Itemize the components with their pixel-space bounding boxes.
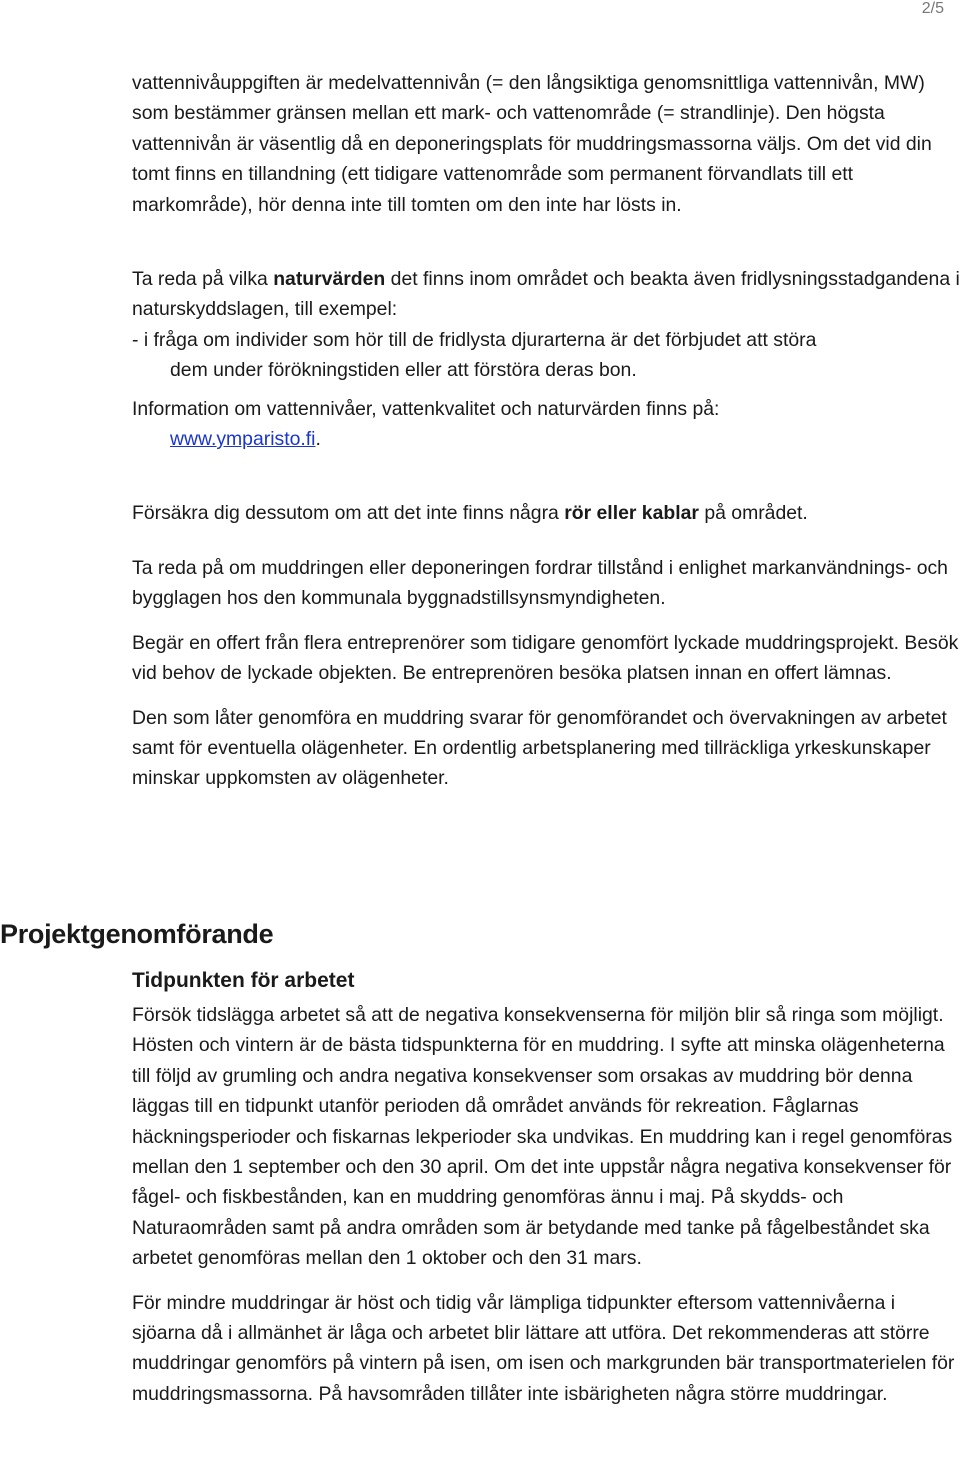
section-heading: Projektgenomförande: [0, 919, 274, 949]
dash-item: - i fråga om individer som hör till de fridlysta djurarterna är det förbjudet att störa: [132, 328, 817, 351]
paragraph-timing: Försök tidslägga arbetet så att de negativa konsekvenserna för miljön blir så ringa som möjligt. Hösten och vintern är de bästa tidspunkterna för en muddring. I syfte att minska olägenheterna till följd av grumling och andra negativa konsekvenser som orsakas av muddring bör denna läggas till en tidpunkt utanför perioden då området används för rekreation. Fåglarnas häckningsperioder och fiskarnas lekperioder ska undvikas. En muddring kan i regel genomföras mellan den 1 september och den 30 april. Om det inte uppstår några negativa konsekvenser för fågel- och fiskbestånden, kan en muddring genomföras ännu i maj. På skydds- och Naturaområden samt på andra områden som är betydande med tanke på fågelbeståndet ska arbetet genomföras mellan den 1 oktober och den 31 mars.: [132, 1004, 953, 1270]
subsection-heading: Tidpunkten för arbetet: [132, 969, 355, 992]
paragraph-small-dredging: För mindre muddringar är höst och tidig vår lämpliga tidpunkter eftersom vattennivåerna i sjöarna då i allmänhet är låga och arbetet blir lättare att utföra. Det rekommenderas att större muddringar genomförs på vintern på isen, om isen och markgrunden bär transportmaterielen för muddringsmassorna. På havsområden tillåter inte isbärigheten några större muddringar.: [132, 1291, 955, 1405]
link-punctuation: .: [315, 428, 321, 451]
link-line: [132, 424, 960, 454]
paragraph-nature-values: [132, 264, 960, 325]
text-segment: på området.: [698, 502, 808, 525]
section-content: [132, 964, 960, 1409]
paragraph-information: Information om vattennivåer, vattenkvalitet och naturvärden finns på:: [132, 397, 720, 420]
bold-ror-kablar: rör eller kablar: [564, 502, 699, 525]
paragraph-offer: Begär en offert från flera entreprenörer som tidigare genomfört lyckade muddringsprojekt. Besök vid behov de lyckade objekten. Be entreprenören besöka platsen innan en offert lämnas.: [132, 631, 959, 685]
paragraph-pipes-cables: [132, 498, 960, 528]
page-number: 2/5: [921, 0, 944, 17]
text-segment: det finns inom området och beakta även fridlysningsstadgandena i naturskyddslagen, till exempel:: [132, 268, 960, 321]
intro-content: [132, 68, 960, 794]
paragraph-permit: Ta reda på om muddringen eller deponeringen fordrar tillstånd i enlighet markanvändnings- och bygglagen hos den kommunala byggnadstillsynsmyndigheten.: [132, 556, 948, 610]
text-segment: Försäkra dig dessutom om att det inte finns några: [132, 502, 565, 525]
dash-item-continuation: dem under förökningstiden eller att förstöra deras bon.: [170, 359, 637, 382]
ymparisto-link[interactable]: www.ymparisto.fi: [170, 428, 316, 451]
paragraph-responsibility: Den som låter genomföra en muddring svarar för genomförandet och övervakningen av arbetet samt för eventuella olägenheter. En ordentlig arbetsplanering med tillräckliga yrkeskunskaper minskar uppkomsten av olägenheter.: [132, 706, 947, 790]
text-segment: Ta reda på vilka: [132, 268, 274, 291]
paragraph-water-level: vattennivåuppgiften är medelvattennivån (= den långsiktiga genomsnittliga vattennivån, MW) som bestämmer gränsen mellan ett mark- och vattenområde (= strandlinje). Den högsta vattennivån är väsentlig då en deponeringsplats för muddringsmassorna väljs. Om det vid din tomt finns en tillandning (ett tidigare vattenområde som permanent förvandlats till ett markområde), hör denna inte till tomten om den inte har lösts in.: [132, 72, 932, 216]
bold-naturvarden: naturvärden: [273, 268, 386, 291]
